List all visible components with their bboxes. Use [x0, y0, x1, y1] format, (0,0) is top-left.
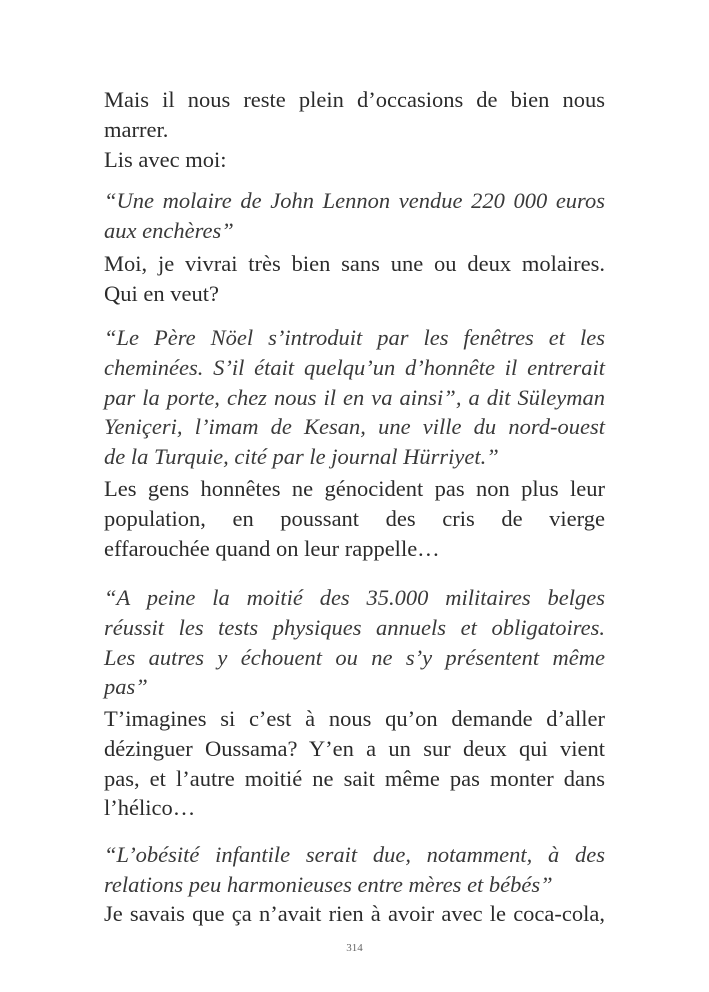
comment-molaire	[104, 249, 605, 309]
text-line: relations peu harmonieuses entre mères et bébés”	[104, 871, 553, 897]
text-line: “Le Père Nöel s’introduit par les fenêtres et les	[104, 325, 605, 350]
text-line: Je savais que ça n’avait rien à avoir avec le coca-cola,	[104, 901, 605, 926]
text-line: l’hélico…	[104, 795, 196, 821]
text-line: population, en poussant des cris de vierge	[104, 505, 605, 531]
comment-pere-noel	[104, 474, 605, 563]
comment-obesite	[104, 899, 605, 929]
text-line: “Une molaire de John Lennon vendue 220 000 euros	[104, 188, 605, 213]
text-line: de la Turquie, cité par le journal Hürriyet.”	[104, 444, 499, 470]
quote-militaires	[104, 583, 605, 702]
text-line: “A peine la moitié des 35.000 militaires belges	[104, 585, 605, 610]
text-line: effarouchée quand on leur rappelle…	[104, 535, 440, 561]
text-line: T’imagines si c’est à nous qu’on demande d’aller	[104, 706, 605, 731]
text-line: Les autres y échouent ou ne s’y présentent même	[104, 644, 605, 670]
text-line: Moi, je vivrai très bien sans une ou deux molaires.	[104, 251, 605, 276]
text-line: Les gens honnêtes ne génocident pas non plus leur	[104, 476, 605, 501]
text-line: Yeniçeri, l’imam de Kesan, une ville du nord-ouest	[104, 414, 605, 440]
quote-pere-noel	[104, 323, 605, 472]
text-line: Mais il nous reste plein d’occasions de bien nous	[104, 87, 605, 112]
text-line: pas, et l’autre moitié ne sait même pas monter dans	[104, 765, 605, 791]
text-line: dézinguer Oussama? Y’en a un sur deux qui vient	[104, 735, 605, 761]
text-line: par la porte, chez nous il en va ainsi”, a dit Süleyman	[104, 384, 605, 410]
comment-militaires	[104, 704, 605, 823]
text-line: réussit les tests physiques annuels et obligatoires.	[104, 614, 605, 640]
text-line: Qui en veut?	[104, 280, 219, 306]
text-line: “L’obésité infantile serait due, notamment, à des	[104, 842, 605, 867]
text-line: aux enchères”	[104, 217, 234, 243]
text-line: pas”	[104, 674, 148, 700]
quote-obesite	[104, 840, 605, 900]
text-line: Lis avec moi:	[104, 146, 227, 172]
text-line: cheminées. S’il était quelqu’un d’honnête il entrerait	[104, 354, 605, 380]
text-line: marrer.	[104, 116, 169, 142]
paragraph-intro	[104, 85, 605, 174]
page-number: 314	[346, 942, 363, 954]
quote-molaire	[104, 186, 605, 246]
